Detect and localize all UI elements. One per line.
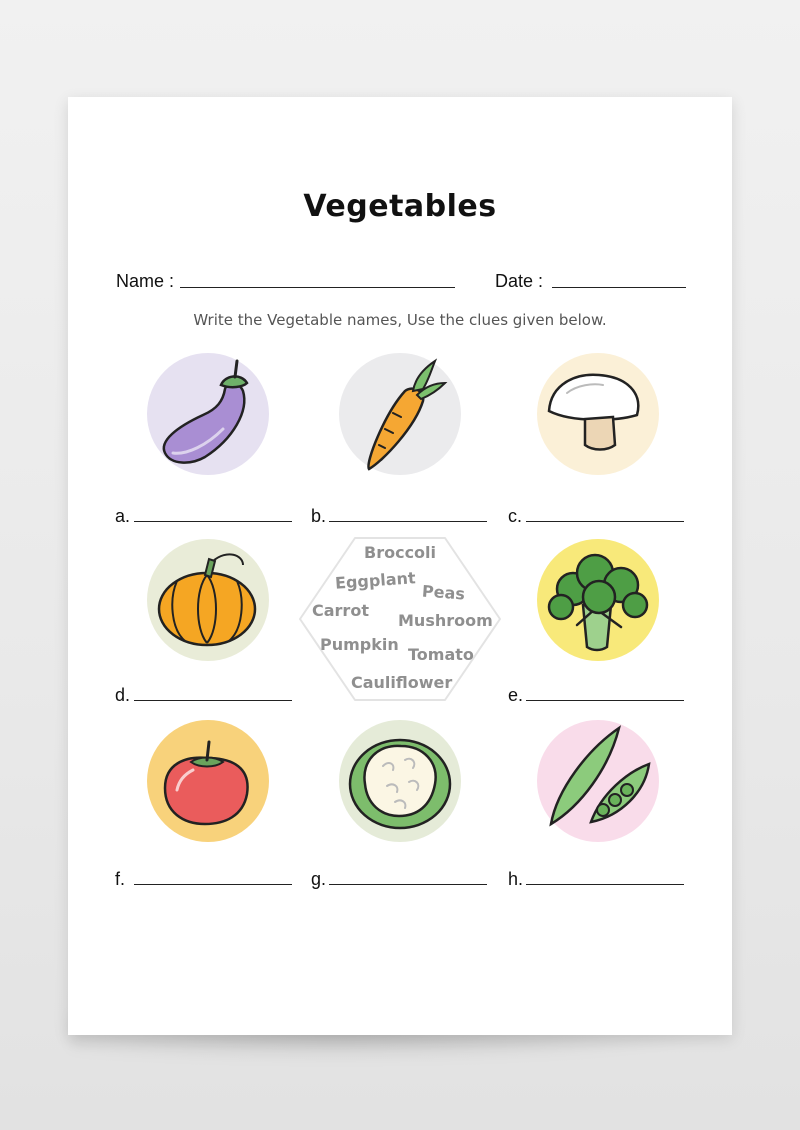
word-tomato: Tomato xyxy=(408,645,474,664)
letter-h: h. xyxy=(508,869,524,889)
word-cauliflower: Cauliflower xyxy=(351,673,453,692)
eggplant-icon xyxy=(147,353,269,475)
tomato-circle xyxy=(147,720,269,842)
word-bank xyxy=(297,535,503,703)
word-eggplant: Eggplant xyxy=(334,568,417,593)
letter-g: g. xyxy=(311,869,327,889)
mushroom-icon xyxy=(537,353,659,475)
letter-b: b. xyxy=(311,506,327,526)
word-broccoli: Broccoli xyxy=(364,543,437,562)
worksheet-page xyxy=(68,97,732,1035)
answer-line-a[interactable] xyxy=(134,521,292,522)
date-field-line[interactable] xyxy=(552,287,686,288)
pumpkin-icon xyxy=(147,539,269,661)
letter-a: a. xyxy=(115,506,131,526)
name-label: Name : xyxy=(116,271,175,291)
letter-e: e. xyxy=(508,685,524,705)
date-label: Date : xyxy=(495,271,544,291)
pumpkin-circle xyxy=(147,539,269,661)
eggplant-circle xyxy=(147,353,269,475)
answer-line-h[interactable] xyxy=(526,884,684,885)
cauliflower-circle xyxy=(339,720,461,842)
carrot-circle xyxy=(339,353,461,475)
answer-line-g[interactable] xyxy=(329,884,487,885)
answer-line-d[interactable] xyxy=(134,700,292,701)
broccoli-icon xyxy=(537,539,659,661)
worksheet-title: Vegetables xyxy=(303,189,497,224)
answer-line-c[interactable] xyxy=(526,521,684,522)
letter-f: f. xyxy=(115,869,126,889)
word-mushroom: Mushroom xyxy=(398,611,493,630)
answer-line-e[interactable] xyxy=(526,700,684,701)
cauliflower-icon xyxy=(339,720,461,842)
word-carrot: Carrot xyxy=(312,601,369,620)
peas-circle xyxy=(537,720,659,842)
carrot-icon xyxy=(339,353,461,475)
word-pumpkin: Pumpkin xyxy=(320,635,399,654)
name-field-line[interactable] xyxy=(180,287,455,288)
instruction-text: Write the Vegetable names, Use the clues given below. xyxy=(193,311,607,329)
word-peas: Peas xyxy=(421,581,466,604)
letter-d: d. xyxy=(115,685,131,705)
broccoli-circle xyxy=(537,539,659,661)
tomato-icon xyxy=(147,720,269,842)
peas-icon xyxy=(537,720,659,842)
mushroom-circle xyxy=(537,353,659,475)
answer-line-f[interactable] xyxy=(134,884,292,885)
answer-line-b[interactable] xyxy=(329,521,487,522)
letter-c: c. xyxy=(508,506,523,526)
